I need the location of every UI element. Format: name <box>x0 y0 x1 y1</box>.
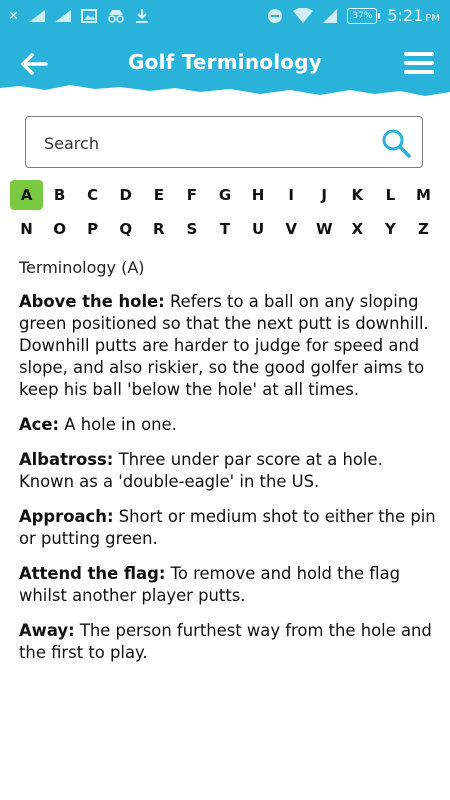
clock-ampm: PM <box>425 13 440 24</box>
letter-a[interactable]: A <box>10 180 43 210</box>
term-entry <box>19 563 437 607</box>
incognito-icon <box>107 9 125 23</box>
letter-m[interactable]: M <box>415 186 431 204</box>
letter-b[interactable]: B <box>53 186 66 204</box>
term-name: Albatross: <box>19 450 114 469</box>
letter-x[interactable]: X <box>351 220 364 238</box>
letter-v[interactable]: V <box>285 220 297 238</box>
signal-icon <box>55 10 71 22</box>
letter-i[interactable]: I <box>288 186 294 204</box>
letter-f[interactable]: F <box>186 186 198 204</box>
close-notification-icon: ✕ <box>8 8 19 24</box>
term-definition: To remove and hold the flag whilst another player putts. <box>19 564 401 605</box>
clock <box>387 6 440 25</box>
term-entry <box>19 506 437 550</box>
download-icon <box>135 8 149 24</box>
letter-o[interactable]: O <box>53 220 66 238</box>
term-definition: Refers to a ball on any sloping green positioned so that the next putt is downhill. Downhill putts are harder to judge for speed and slope, and also riskier, so the good golfer aims to keep his ball 'below the hole' at all times. <box>19 292 429 399</box>
letter-j[interactable]: J <box>321 186 328 204</box>
letter-k[interactable]: K <box>351 186 364 204</box>
search-input[interactable] <box>42 129 366 157</box>
menu-button[interactable] <box>404 48 434 78</box>
letter-d[interactable]: D <box>119 186 132 204</box>
term-definition: Short or medium shot to either the pin or putting green. <box>19 507 436 548</box>
letter-w[interactable]: W <box>315 220 333 238</box>
section-title: Terminology (A) <box>19 258 145 277</box>
clock-time: 5:21 <box>387 6 424 25</box>
term-definition: Three under par score at a hole. Known as a 'double-eagle' in the US. <box>19 450 383 491</box>
letter-e[interactable]: E <box>153 186 164 204</box>
term-name: Above the hole: <box>19 292 165 311</box>
letter-q[interactable]: Q <box>119 220 133 238</box>
term-name: Approach: <box>19 507 114 526</box>
do-not-disturb-icon <box>267 8 283 24</box>
status-right-icons <box>267 6 440 25</box>
status-bar <box>0 0 450 34</box>
cellular-icon <box>323 9 337 23</box>
letter-h[interactable]: H <box>251 186 265 204</box>
term-entry <box>19 291 437 401</box>
search-box <box>25 116 423 168</box>
letter-n[interactable]: N <box>20 220 33 238</box>
term-entry <box>19 449 437 493</box>
page-title: Golf Terminology <box>128 50 322 74</box>
alphabet-index <box>10 180 440 244</box>
terminology-content <box>19 258 437 677</box>
status-left-icons <box>8 8 149 24</box>
hamburger-menu-icon-bar <box>404 52 434 56</box>
term-definition: The person furthest way from the hole and the first to play. <box>19 621 432 662</box>
letter-p[interactable]: P <box>87 220 99 238</box>
term-definition: A hole in one. <box>64 415 177 434</box>
letter-r[interactable]: R <box>153 220 165 238</box>
letter-c[interactable]: C <box>87 186 99 204</box>
letter-z[interactable]: Z <box>418 220 429 238</box>
signal-icon <box>29 10 45 22</box>
term-entry <box>19 620 437 664</box>
letter-y[interactable]: Y <box>384 220 396 238</box>
term-name: Away: <box>19 621 75 640</box>
hamburger-menu-icon-bar <box>404 70 434 74</box>
letter-g[interactable]: G <box>218 186 232 204</box>
wifi-icon <box>293 8 313 23</box>
term-name: Attend the flag: <box>19 564 166 583</box>
letter-u[interactable]: U <box>251 220 265 238</box>
terms-list <box>19 291 437 664</box>
term-name: Ace: <box>19 415 60 434</box>
app-header <box>0 0 450 108</box>
letter-t[interactable]: T <box>219 220 231 238</box>
search-icon[interactable] <box>380 127 412 159</box>
torn-paper-edge <box>0 78 450 108</box>
letter-l[interactable]: L <box>385 186 396 204</box>
image-icon <box>81 9 97 23</box>
hamburger-menu-icon-bar <box>404 61 434 65</box>
battery-indicator: 37% <box>347 8 377 24</box>
letter-s[interactable]: S <box>186 220 198 238</box>
term-entry <box>19 414 437 436</box>
